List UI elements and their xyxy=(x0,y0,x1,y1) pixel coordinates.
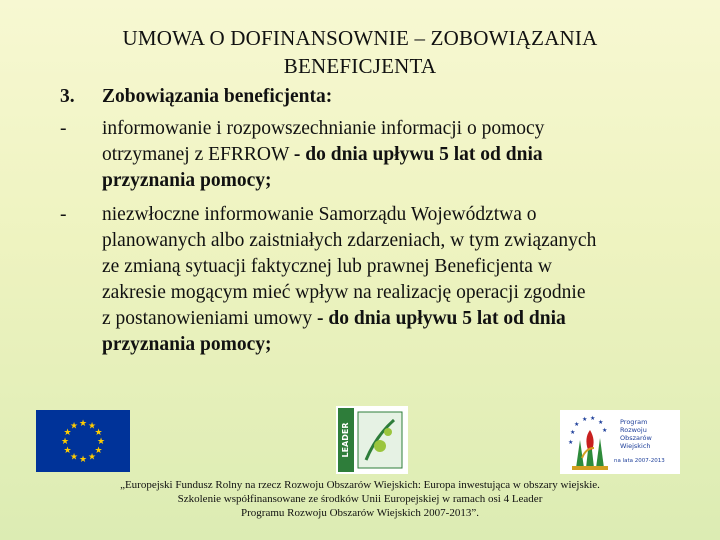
svg-text:★: ★ xyxy=(87,452,97,463)
bullet-2-text xyxy=(102,202,682,358)
prow-line-3: Obszarów xyxy=(620,434,652,442)
bullet-1-deadline-cont: przyznania pomocy; xyxy=(102,170,272,191)
bullet-2-line-5-text: z postanowieniami umowy xyxy=(102,308,318,329)
svg-text:★: ★ xyxy=(60,437,70,447)
item-number: 3. xyxy=(60,86,75,107)
bullet-1-line-1: informowanie i rozpowszechnianie informacji o pomocy xyxy=(102,118,545,139)
bullet-1-line-2 xyxy=(102,142,682,168)
bullet-1-text xyxy=(102,116,682,194)
svg-text:LEADER: LEADER xyxy=(341,422,350,458)
svg-text:★: ★ xyxy=(598,419,604,426)
bullet-2-line-3: ze zmianą sytuacji faktycznej lub prawnej Beneficjenta w xyxy=(102,256,552,277)
slide-title xyxy=(40,24,680,80)
slide-title-line-1: UMOWA O DOFINANSOWNIE – ZOBOWIĄZANIA xyxy=(122,26,598,50)
svg-text:★: ★ xyxy=(96,437,106,447)
bullet-1-deadline: - do dnia upływu 5 lat od dnia xyxy=(293,144,543,165)
prow-line-5: na lata 2007-2013 xyxy=(614,458,665,464)
footer-line-3: Programu Rozwoju Obszarów Wiejskich 2007-2013”. xyxy=(241,507,479,519)
bullet-2-line-1: niezwłoczne informowanie Samorządu Województwa o xyxy=(102,204,537,225)
prow-logo-icon xyxy=(560,410,680,479)
svg-text:★: ★ xyxy=(69,421,79,432)
svg-text:★: ★ xyxy=(87,421,97,432)
svg-text:★: ★ xyxy=(574,421,580,428)
prow-line-4: Wiejskich xyxy=(620,442,651,450)
prow-line-2: Rozwoju xyxy=(620,426,647,434)
svg-text:★: ★ xyxy=(570,429,576,436)
bullet-2-line-4: zakresie mogącym mieć wpływ na realizację operacji zgodnie xyxy=(102,282,586,303)
bullet-2-deadline-cont: przyznania pomocy; xyxy=(102,334,272,355)
item-heading-text: Zobowiązania beneficjenta: xyxy=(102,86,333,107)
slide-title-line-2: BENEFICJENTA xyxy=(283,54,437,78)
bullet-2-line-5 xyxy=(102,306,682,332)
bullet-2-deadline: - do dnia upływu 5 lat od dnia xyxy=(317,308,566,329)
bullet-marker: - xyxy=(60,204,67,225)
svg-text:★: ★ xyxy=(78,455,88,465)
leader-logo-icon xyxy=(336,406,408,479)
eu-flag-icon xyxy=(36,410,130,477)
svg-text:★: ★ xyxy=(602,427,608,434)
svg-text:★: ★ xyxy=(63,446,72,456)
svg-text:★: ★ xyxy=(69,452,79,463)
svg-text:★: ★ xyxy=(590,415,596,422)
svg-text:★: ★ xyxy=(568,439,574,446)
bullet-2-line-2: planowanych albo zaistniałych zdarzeniach, w tym związanych xyxy=(102,230,597,251)
svg-text:★: ★ xyxy=(94,446,103,456)
svg-text:★: ★ xyxy=(94,428,103,438)
prow-line-1: Program xyxy=(620,418,648,426)
footer-line-1: „Europejski Fundusz Rolny na rzecz Rozwoju Obszarów Wiejskich: Europa inwestująca w obszary wiejskie. xyxy=(120,479,600,491)
bullet-1-line-2-text: otrzymanej z EFRROW xyxy=(102,144,294,165)
footer-note xyxy=(80,478,640,520)
svg-text:★: ★ xyxy=(63,428,72,438)
footer-line-2: Szkolenie współfinansowane ze środków Unii Europejskiej w ramach osi 4 Leader xyxy=(177,493,543,505)
svg-text:★: ★ xyxy=(78,419,88,429)
bullet-marker: - xyxy=(60,118,67,139)
svg-text:★: ★ xyxy=(582,416,588,423)
